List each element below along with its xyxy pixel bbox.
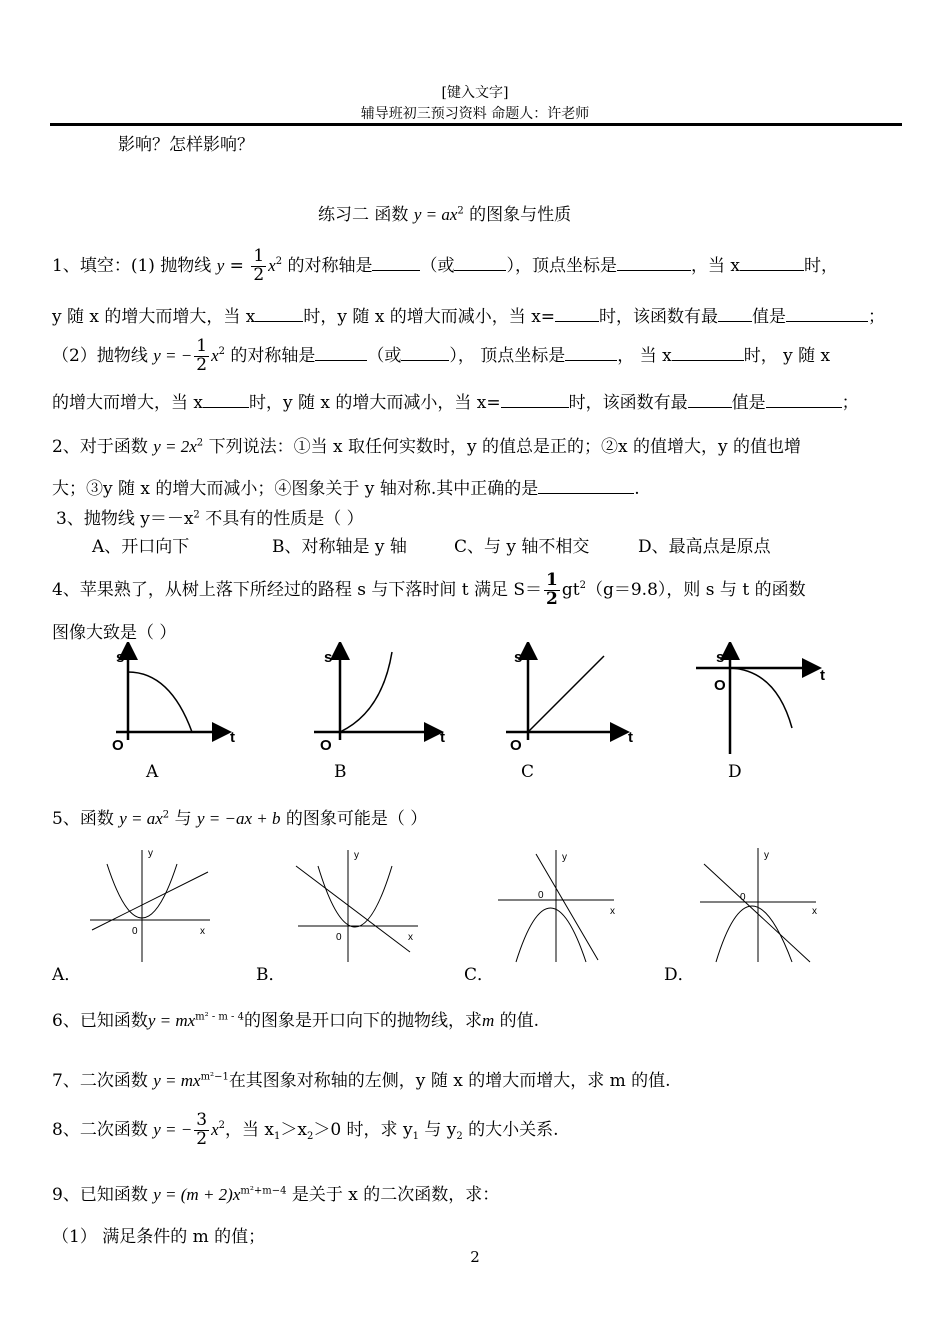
q5-label-d: D．	[664, 965, 695, 985]
blank-dec-1[interactable]	[255, 305, 303, 322]
blank-xval-1[interactable]	[555, 305, 599, 322]
q3-option-a: A、开口向下	[92, 537, 190, 557]
header-rule	[50, 123, 902, 126]
q5-graph-c	[498, 850, 615, 962]
q5-label-b: B．	[256, 965, 286, 985]
blank-axis-alt-2[interactable]	[401, 344, 449, 361]
q4-a-o: O	[112, 737, 124, 754]
q5-d-x: x	[812, 906, 817, 917]
q7-question: 7、二次函数 $y = mx^{m^2-1}$在其图象对称轴的左侧，y 随 x 的增大而增大，求 m 的值.	[52, 1071, 671, 1091]
q4-line2: 图像大致是（ ）	[52, 623, 177, 643]
q4-graph-b	[314, 649, 445, 754]
blank-q2-answer[interactable]	[538, 477, 634, 494]
q2-line2: 大；③y 随 x 的增大而减小；④图象关于 y 轴对称.其中正确的是 .	[52, 479, 640, 499]
blank-maxmin-1[interactable]	[718, 305, 752, 322]
blank-vertex-1[interactable]	[617, 254, 691, 271]
blank-inc-1[interactable]	[740, 254, 804, 271]
q4-b-s: s	[324, 649, 333, 666]
q4-label-b: B	[334, 762, 347, 782]
q5-graph-a	[90, 848, 210, 962]
q4-graphs	[100, 642, 920, 782]
q4-b-o: O	[320, 737, 332, 754]
q5-c-o: 0	[538, 890, 544, 901]
q4-label-d: D	[728, 762, 742, 782]
q5-b-x: x	[408, 932, 413, 943]
q5-graph-b	[296, 850, 418, 962]
q4-label-c: C	[521, 762, 535, 782]
q5-graph-d	[700, 848, 817, 962]
q4-c-t: t	[628, 729, 633, 746]
section-title: 练习二 函数 $y = ax^2$ 的图象与性质	[318, 205, 572, 225]
q4-b-t: t	[440, 729, 445, 746]
carry-over-text: 影响？怎样影响？	[118, 135, 254, 155]
blank-axis-alt-1[interactable]	[454, 254, 506, 271]
q4-a-s: s	[116, 649, 125, 666]
q4-c-o: O	[510, 737, 522, 754]
page-number: 2	[470, 1248, 480, 1266]
q5-d-y: y	[764, 850, 769, 861]
blank-value-2[interactable]	[766, 391, 842, 408]
q9-sub1: （1） 满足条件的 m 的值；	[52, 1227, 266, 1247]
header-line1: [键入文字]	[441, 85, 509, 101]
q2-line1: 2、对于函数 $y = 2x^2$ 下列说法：①当 x 取任何实数时，y 的值总是正的；②x 的值增大，y 的值也增	[52, 437, 801, 457]
q5-a-x: x	[200, 926, 205, 937]
fraction-three-halves: $\frac{3}{2}$	[196, 1110, 208, 1149]
q5-a-o: 0	[132, 926, 138, 937]
header-line2: 辅导班初三预习资料 命题人：许老师	[360, 106, 590, 122]
q4-d-t: t	[820, 667, 825, 684]
q4-a-t: t	[230, 729, 235, 746]
q5-question: 5、函数 $y = ax^2$ 与 y = −ax + b 的图象可能是（ ）	[52, 809, 428, 829]
q5-b-o: 0	[336, 932, 342, 943]
q4-d-s: s	[716, 649, 725, 666]
blank-axis-2[interactable]	[315, 344, 367, 361]
q6-question: 6、已知函数$y = mx^{m^2 - m - 4}$的图象是开口向下的抛物线，求m 的值.	[52, 1011, 540, 1031]
q1-line1: 1、填空：(1) 抛物线 y = $\frac{1}{2}$ $x^2$ 的对称轴是 （或 ），顶点坐标是 ，当 x 时，	[52, 246, 838, 285]
blank-value-1[interactable]	[786, 305, 868, 322]
fraction-half-2: $\frac{1}{2}$	[196, 336, 208, 375]
q4-label-a: A	[146, 762, 159, 782]
q4-graph-c	[506, 649, 633, 754]
q4-c-s: s	[514, 649, 523, 666]
fraction-half: $\frac{1}{2}$	[253, 246, 265, 285]
blank-vertex-2[interactable]	[565, 344, 617, 361]
q5-graphs	[80, 842, 840, 967]
q1-line2: y 随 x 的增大而增大，当 x 时，y 随 x 的增大而减小，当 x= 时，该函数有最 值是 ；	[52, 307, 886, 327]
q5-c-x: x	[610, 906, 615, 917]
blank-dec-2[interactable]	[203, 391, 249, 408]
q1-line3: （2）抛物线 y = − $\frac{1}{2}$ $x^2$ 的对称轴是 （或 ）， 顶点坐标是 ， 当 x 时， y 随 x	[52, 336, 831, 375]
q3-option-b: B、对称轴是 y 轴	[272, 537, 407, 557]
q9-question: 9、已知函数 $y = (m + 2)x^{m^2+m-4}$ 是关于 x 的二次函数，求：	[52, 1185, 500, 1205]
q4-d-o: O	[714, 677, 726, 694]
q3-question: 3、抛物线 $y=-x^2$ 不具有的性质是（ ）	[56, 509, 364, 529]
q8-question: 8、二次函数 y = − $\frac{3}{2}$ $x^2$，当 $x_1>x_2>0$ 时，求 $y_1$ 与 $y_2$ 的大小关系.	[52, 1110, 559, 1149]
q5-d-o: 0	[740, 892, 746, 903]
q4-graph-a	[112, 649, 235, 754]
fraction-half-q4: $\frac{1}{2}$	[546, 570, 558, 609]
blank-maxmin-2[interactable]	[688, 391, 732, 408]
q5-c-y: y	[562, 852, 567, 863]
q5-label-a: A．	[52, 965, 82, 985]
q1-line4: 的增大而增大，当 x 时，y 随 x 的增大而减小，当 x= 时，该函数有最 值是 ；	[52, 393, 859, 413]
q4-graph-d	[696, 649, 825, 754]
blank-inc-2[interactable]	[672, 344, 744, 361]
q5-b-y: y	[354, 850, 359, 861]
q4-line1: 4、苹果熟了，从树上落下所经过的路程 s 与下落时间 t 满足 S＝ $\frac{1}{2}$ $gt^2(g=9.8)$，则 s 与 t 的函数	[52, 570, 806, 609]
q5-a-y: y	[148, 848, 153, 859]
blank-xval-2[interactable]	[501, 391, 569, 408]
q3-option-c: C、与 y 轴不相交	[454, 537, 590, 557]
q3-option-d: D、最高点是原点	[638, 537, 771, 557]
q5-label-c: C．	[464, 965, 495, 985]
blank-axis-1[interactable]	[372, 254, 420, 271]
